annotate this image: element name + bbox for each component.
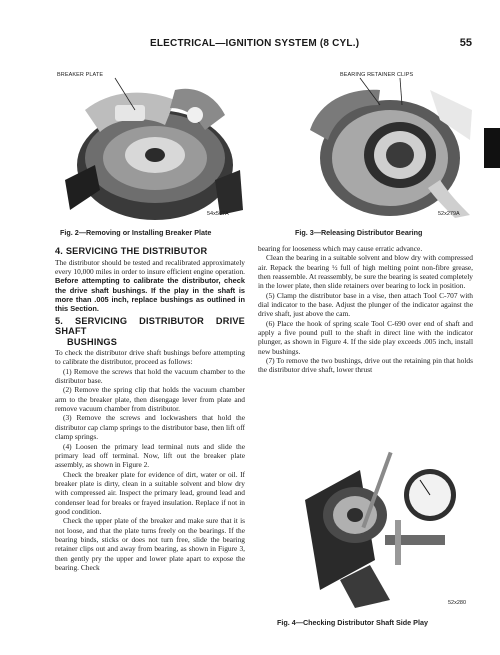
- section-5-heading: [55, 316, 245, 348]
- section-thumb-tab: [484, 128, 500, 168]
- right-paragraph: (6) Place the hook of spring scale Tool C-690 over end of shaft and apply a five pound pull to the shaft in direct line with the indicator plunger, as shown in Figure 4. If the side play exceeds .005 inch, install new bushings.: [258, 318, 473, 356]
- right-paragraph: (7) To remove the two bushings, drive out the retaining pin that holds the distributor drive shaft, lower thrust: [258, 356, 473, 375]
- section-5-paragraph: Check the breaker plate for evidence of dirt, water or oil. If breaker plate is dirty, clean in a suitable solvent and blow dry with compressed air. Inspect the primary lead, ground lead and condenser lead for breaks or frayed insulation. Replace if not in good condition.: [55, 469, 245, 516]
- section-5-step: (1) Remove the screws that hold the vacuum chamber to the distributor base.: [55, 366, 245, 386]
- right-paragraph: Clean the bearing in a suitable solvent and blow dry with compressed air. Repack the bearing ½ full of high melting point non-fibre grease, then reassemble. At reassembly, be sure the bearing is seated completely in the lower plate, then slide retainers over bearing to lock in position.: [258, 253, 473, 291]
- figure-3-code: 52x279A: [438, 211, 460, 217]
- section-4-intro: The distributor should be tested and recalibrated approximately every 10,000 miles in order to insure efficient engine operation.: [55, 257, 245, 276]
- figure-2-photo: [55, 70, 245, 220]
- section-5-paragraph: Check the upper plate of the breaker and make sure that it is not loose, and that the plate turns freely on the bearings. If the bearing binds, sticks or does not turn free, slide the bearing retainer clips out and away from bearing, as shown in Figure 3, then gently pry the upper and lower plate apart to expose the bearing. Check: [55, 516, 245, 572]
- right-paragraph: (5) Clamp the distributor base in a vise, then attach Tool C-707 with dial indicator to the base. Adjust the plunger of the indicator against the drive shaft, just above the cam.: [258, 290, 473, 319]
- page-header: [0, 38, 500, 52]
- section-5-heading-line1: 5. SERVICING DISTRIBUTOR DRIVE SHAFT: [55, 315, 245, 337]
- section-5-step: (3) Remove the screws and lockwashers that hold the distributor cap clamp springs to the distributor base, then lift off clamp springs.: [55, 413, 245, 442]
- section-5-heading-line2: BUSHINGS: [67, 336, 118, 347]
- figure-4-code: 52x280: [448, 600, 467, 606]
- bearing-photo-illustration: [290, 70, 475, 220]
- figure-2-caption: Fig. 2—Removing or Installing Breaker Plate: [60, 228, 212, 237]
- dial-indicator-photo-illustration: [300, 440, 472, 610]
- page-number: 55: [459, 37, 472, 49]
- right-paragraph: bearing for looseness which may cause erratic advance.: [258, 244, 423, 253]
- section-5-step: (2) Remove the spring clip that holds the vacuum chamber arm to the breaker plate, then disengage lever from plate and remove vacuum chamber from distributor.: [55, 385, 245, 414]
- section-4-paragraph: [55, 258, 245, 314]
- figure-3-caption: Fig. 3—Releasing Distributor Bearing: [295, 228, 423, 237]
- figure-2-callout: BREAKER PLATE: [57, 72, 104, 78]
- left-column: [55, 244, 245, 572]
- figure-3-callout: BEARING RETAINER CLIPS: [340, 72, 414, 78]
- breaker-plate-photo-illustration: [55, 70, 245, 220]
- running-title: ELECTRICAL—IGNITION SYSTEM (8 CYL.): [150, 38, 360, 49]
- section-4-warning: Before attempting to calibrate the distributor, check the drive shaft bushings. If the play in the shaft is more than .005 inch, replace bushings as outlined in this Section.: [55, 276, 245, 314]
- figure-2-code: 54x567A: [207, 211, 229, 217]
- figure-4-photo: [300, 440, 472, 610]
- figure-3-photo: [290, 70, 475, 220]
- section-5-intro: To check the distributor drive shaft bushings before attempting to calibrate the distributor, proceed as follows:: [55, 348, 245, 367]
- section-5-step: (4) Loosen the primary lead terminal nuts and slide the primary lead off terminal. Now, lift out the breaker plate assembly, as shown in Figure 2.: [55, 441, 245, 470]
- section-4-heading: 4. SERVICING THE DISTRIBUTOR: [55, 246, 208, 256]
- figure-4-caption: Fig. 4—Checking Distributor Shaft Side Play: [277, 618, 428, 627]
- right-column: [258, 244, 473, 375]
